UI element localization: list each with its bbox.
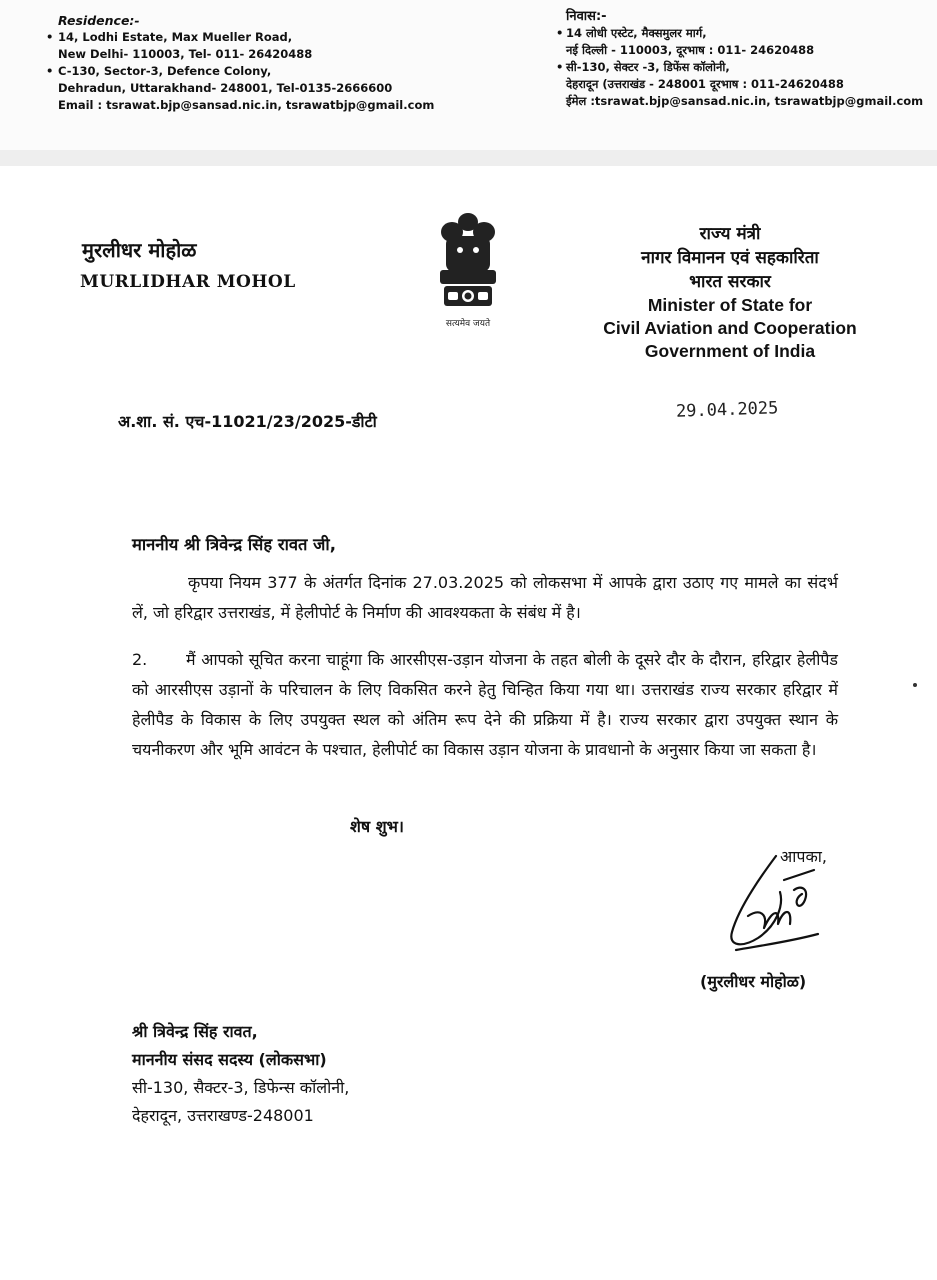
bullet-icon: • [556, 60, 564, 74]
paragraph-1: कृपया नियम 377 के अंतर्गत दिनांक 27.03.2025 को लोकसभा में आपके द्वारा उठाए गए मामले का संदर्भ लें, जो हरिद्वार उत्तराखंड, में हेलीपोर्ट के निर्माण की आवश्यकता के संबंध में है। [132, 573, 838, 622]
bullet-icon: • [556, 26, 564, 40]
closing-regards: शेष शुभ। [350, 817, 404, 836]
residence-hindi [556, 8, 924, 110]
bullet-icon: • [46, 64, 54, 78]
residence-line: New Delhi- 110003, Tel- 011- 26420488 [58, 47, 313, 61]
minister-name-hindi: मुरलीधर मोहोळ [82, 238, 197, 262]
address-line-3: सी-130, सैक्टर-3, डिफेन्स कॉलोनी, [132, 1078, 350, 1097]
reference-number: अ.शा. सं. एच-11021/23/2025-डीटी [118, 412, 377, 431]
residence-email: ईमेल :tsrawat.bjp@sansad.nic.in, tsrawatbjp@gmail.com [566, 94, 924, 108]
emblem-motto: सत्यमेव जयते [445, 319, 491, 329]
residence-email: Email : tsrawat.bjp@sansad.nic.in, tsrawatbjp@gmail.com [58, 98, 435, 112]
signatory-name: (मुरलीधर मोहोळ) [700, 972, 807, 991]
paragraph-2 [132, 645, 838, 765]
national-emblem-icon [430, 210, 506, 332]
paragraph-2-text: मैं आपको सूचित करना चाहूंगा कि आरसीएस-उड़ान योजना के तहत बोली के दूसरे दौर के दौरान, हरिद्वार हेलीपैड को आरसीएस उड़ानों के परिचालन के लिए विकसित करने हेतु चिन्हित किया गया था। उत्तराखंड राज्य सरकार हरिद्वार में हेलीपैड के विकास के लिए उपयुक्त स्थल को अंतिम रूप देने की प्रक्रिया में है। राज्य सरकार द्वारा उपयुक्त स्थान के चयनीकरण और भूमि आवंटन के पश्चात, हेलीपोर्ट का विकास उड़ान योजना के प्रावधानो के अनुसार किया जा सकता है। [132, 650, 838, 759]
residence-line: C-130, Sector-3, Defence Colony, [58, 64, 272, 78]
residence-heading: Residence:- [58, 13, 140, 28]
residence-heading-hi: निवास:- [566, 9, 607, 24]
paragraph-number: 2. [132, 650, 148, 669]
residence-line: नई दिल्ली - 110003, दूरभाष : 011- 24620488 [566, 43, 815, 57]
residence-line: 14 लोधी एस्टेट, मैक्समुलर मार्ग, [566, 26, 707, 40]
address-line-2: माननीय संसद सदस्य (लोकसभा) [132, 1050, 327, 1069]
designation-en-1: Minister of State for [647, 295, 813, 315]
residence-line: देहरादून (उत्तराखंड - 248001 दूरभाष : 011-24620488 [566, 77, 844, 91]
page-divider [0, 150, 937, 166]
residence-english [46, 12, 435, 114]
address-line-4: देहरादून, उत्तराखण्ड-248001 [132, 1106, 314, 1125]
designation-hi-1: राज्य मंत्री [699, 224, 761, 244]
minister-name-english: MURLIDHAR MOHOL [80, 272, 296, 292]
designation-hi-3: भारत सरकार [689, 272, 771, 292]
bullet-icon: • [46, 30, 54, 44]
residence-line: Dehradun, Uttarakhand- 248001, Tel-0135-2666600 [58, 81, 393, 95]
minister-designation [580, 222, 880, 363]
address-line-1: श्री त्रिवेन्द्र सिंह रावत, [132, 1022, 258, 1041]
designation-en-3: Government of India [644, 341, 816, 361]
designation-hi-2: नागर विमानन एवं सहकारिता [641, 248, 819, 268]
signature-icon [718, 850, 838, 965]
residence-line: सी-130, सेक्टर -3, डिफेंस कॉलोनी, [566, 60, 730, 74]
speck [913, 683, 917, 687]
designation-en-2: Civil Aviation and Cooperation [603, 318, 857, 338]
recipient-address [132, 1018, 349, 1130]
letter-date: 29.04.2025 [675, 398, 779, 422]
yours-truly: आपका, [780, 847, 827, 866]
residence-line: 14, Lodhi Estate, Max Mueller Road, [58, 30, 293, 44]
salutation: माननीय श्री त्रिवेन्द्र सिंह रावत जी, [132, 535, 336, 554]
